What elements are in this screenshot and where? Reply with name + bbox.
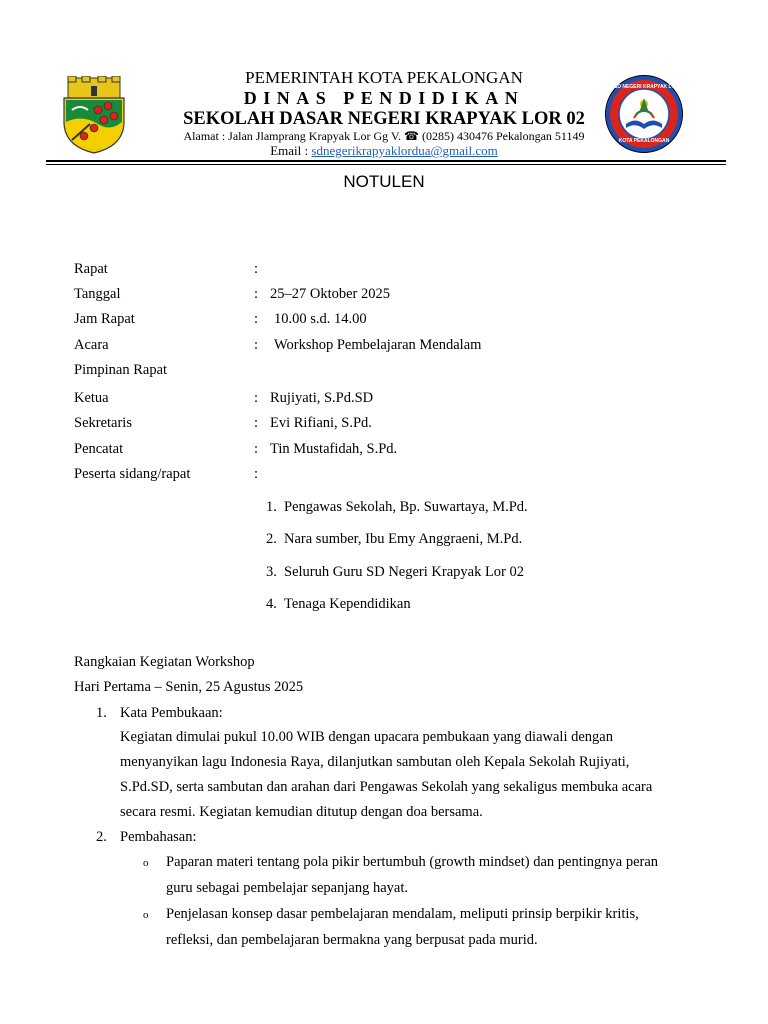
bullet-line: refleksi, dan pembelajaran bermakna yang berpusat pada murid. — [166, 932, 538, 948]
paragraph-line: menyanyikan lagu Indonesia Raya, dilanjutkan sambutan oleh Kepala Sekolah Rujiyati, — [120, 754, 630, 770]
info-value: 10.00 s.d. 14.00 — [274, 311, 367, 327]
info-colon: : — [254, 441, 259, 457]
day-heading: Hari Pertama – Senin, 25 Agustus 2025 — [74, 679, 304, 695]
paragraph-line: Kegiatan dimulai pukul 10.00 WIB dengan upacara pembukaan yang diawali dengan — [120, 729, 613, 745]
info-label: Pimpinan Rapat — [74, 362, 168, 378]
info-value: Rujiyati, S.Pd.SD — [270, 390, 374, 406]
info-colon: : — [254, 390, 259, 406]
info-colon: : — [254, 311, 259, 327]
letterhead-school-name: SEKOLAH DASAR NEGERI KRAPYAK LOR 02 — [183, 109, 585, 129]
info-colon: : — [254, 466, 259, 482]
email-label: Email : — [270, 143, 312, 158]
letterhead-government: PEMERINTAH KOTA PEKALONGAN — [245, 68, 523, 87]
info-value: Tin Mustafidah, S.Pd. — [270, 441, 398, 457]
letterhead-email-line — [0, 143, 768, 159]
info-label: Pencatat — [74, 441, 124, 457]
item-number: 1. — [96, 705, 107, 721]
info-colon: : — [254, 415, 259, 431]
info-label: Sekretaris — [74, 415, 132, 431]
info-value: Evi Rifiani, S.Pd. — [270, 415, 372, 431]
info-label: Acara — [74, 337, 109, 353]
info-label: Ketua — [74, 390, 109, 406]
list-text: Seluruh Guru SD Negeri Krapyak Lor 02 — [284, 564, 525, 580]
list-item — [266, 564, 524, 581]
info-colon: : — [254, 286, 259, 302]
letterhead-divider-thick — [46, 160, 726, 162]
section-heading: Rangkaian Kegiatan Workshop — [74, 654, 255, 670]
paragraph-line: S.Pd.SD, serta sambutan dan arahan dari Pengawas Sekolah yang sekaligus membuka acara — [120, 779, 653, 795]
item-title: Pembahasan: — [120, 829, 197, 845]
item-title: Kata Pembukaan: — [120, 705, 223, 721]
info-colon: : — [254, 261, 259, 277]
list-item — [266, 531, 522, 548]
school-emblem-bottom-text: KOTA PEKALONGAN — [618, 138, 670, 144]
letterhead-divider-thin — [46, 164, 726, 165]
info-label: Tanggal — [74, 286, 121, 302]
info-label: Jam Rapat — [74, 311, 135, 327]
bullet-line: guru sebagai pembelajar sepanjang hayat. — [166, 880, 408, 896]
info-label: Rapat — [74, 261, 108, 277]
letterhead-address: Alamat : Jalan Jlamprang Krapyak Lor Gg V. ☎ (0285) 430476 Pekalongan 51149 — [183, 129, 585, 143]
info-value: 25–27 Oktober 2025 — [270, 286, 391, 302]
list-number: 2. — [266, 531, 277, 547]
item-number: 2. — [96, 829, 107, 845]
list-item — [266, 596, 411, 613]
info-colon: : — [254, 337, 259, 353]
list-text: Pengawas Sekolah, Bp. Suwartaya, M.Pd. — [284, 499, 528, 515]
info-label: Peserta sidang/rapat — [74, 466, 191, 482]
bullet-line: Paparan materi tentang pola pikir bertumbuh (growth mindset) dan pentingnya peran — [166, 854, 659, 870]
bullet-marker: o — [143, 909, 149, 921]
list-text: Tenaga Kependidikan — [284, 596, 411, 612]
info-value: Workshop Pembelajaran Mendalam — [274, 337, 482, 353]
bullet-line: Penjelasan konsep dasar pembelajaran mendalam, meliputi prinsip berpikir kritis, — [166, 906, 639, 922]
email-link[interactable]: sdnegerikrapyaklordua@gmail.com — [311, 143, 498, 158]
bullet-marker: o — [143, 857, 149, 869]
page-title: NOTULEN — [343, 172, 425, 191]
list-number: 1. — [266, 499, 277, 515]
school-emblem-top-text: SD NEGERI KRAPYAK LOR 02 — [614, 84, 687, 90]
list-number: 3. — [266, 564, 277, 580]
list-number: 4. — [266, 596, 277, 612]
list-text: Nara sumber, Ibu Emy Anggraeni, M.Pd. — [284, 531, 523, 547]
list-item — [266, 499, 528, 516]
paragraph-line: secara resmi. Kegiatan kemudian ditutup dengan doa bersama. — [120, 804, 483, 820]
letterhead-agency: DINAS PENDIDIKAN — [243, 88, 525, 108]
